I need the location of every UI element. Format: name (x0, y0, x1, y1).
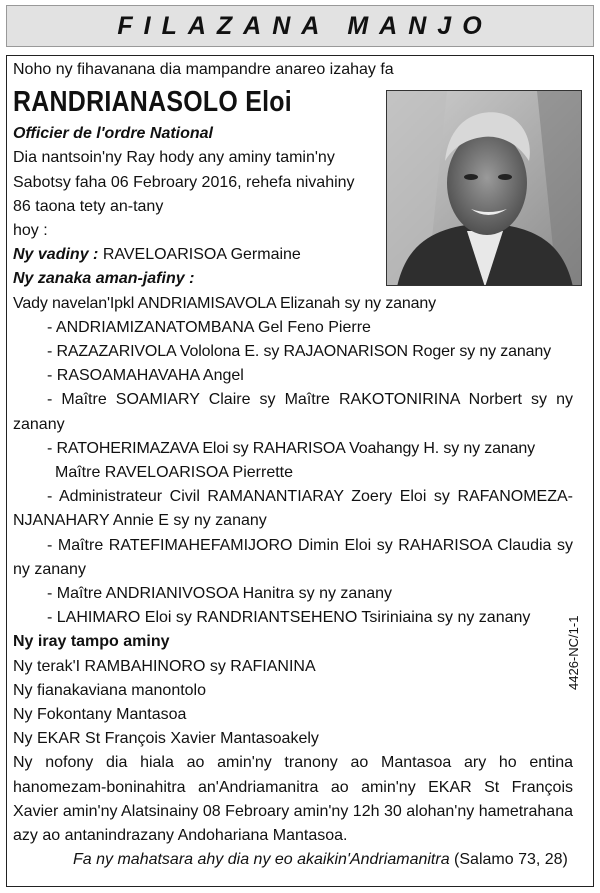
relatives-label: Ny iray tampo aminy (13, 633, 170, 651)
death-line: 86 taona tety an-tany (13, 197, 164, 215)
children-item: - LAHIMARO Eloi sy RANDRIANTSEHENO Tsiriniaina sy ny zanany (47, 609, 531, 627)
children-item: - Maître SOAMIARY Claire sy Maître RAKOTONIRINA Norbert sy ny zanany (13, 391, 573, 433)
reference-code: 4426-NC/1-1 (566, 615, 581, 690)
spouse-line (13, 243, 589, 267)
relatives-item: Ny terak'I RAMBAHINORO sy RAFIANINA (13, 657, 316, 675)
closing-ref: (Salamo 73, 28) (454, 851, 568, 869)
children-item: - RATOHERIMAZAVA Eloi sy RAHARISOA Voahangy H. sy ny zanany (47, 439, 535, 457)
deceased-title: Officier de l'ordre National (13, 125, 213, 143)
intro-text: Noho ny fihavanana dia mampandre anareo izahay fa (13, 61, 394, 78)
relatives-item: Ny fianakaviana manontolo (13, 681, 207, 699)
notice-body (13, 58, 589, 873)
children-item: Maître RAVELOARISOA Pierrette (55, 464, 294, 482)
children-item: - Administrateur Civil RAMANANTIARAY Zoery Eloi sy RAFANOMEZA-NJANAHARY Annie E sy ny zanany (13, 488, 573, 530)
deceased-name: RANDRIANASOLO Eloi (13, 86, 292, 119)
children-item: - Maître ANDRIANIVOSOA Hanitra sy ny zanany (47, 585, 393, 603)
children-item: - RASOAMAHAVAHA Angel (47, 367, 244, 385)
relatives-item: Ny EKAR St François Xavier Mantasoakely (13, 730, 319, 748)
header-banner (6, 5, 594, 47)
funeral-text: Ny nofony dia hiala ao amin'ny tranony ao Mantasoa ary ho entina hanomezam-boninahitra an'Andriamanitra ao amin'ny EKAR St François Xavier amin'ny Alatsinainy 08 Febroary amin'ny 12h 30 alohan'ny hametrahana azy ao antanindrazany Andohariana Mantasoa. (13, 754, 573, 845)
spouse-label: Ny vadiny : (13, 246, 99, 264)
death-line: Dia nantsoin'ny Ray hody any aminy tamin'ny (13, 149, 335, 167)
children-item: - ANDRIAMIZANATOMBANA Gel Feno Pierre (47, 318, 371, 336)
death-line: Sabotsy faha 06 Febroary 2016, rehefa nivahiny (13, 173, 355, 191)
closing-quote: Fa ny mahatsara ahy dia ny eo akaikin'Andriamanitra (73, 851, 450, 869)
relatives-item: Ny Fokontany Mantasoa (13, 706, 187, 724)
children-item: - Maître RATEFIMAHEFAMIJORO Dimin Eloi sy RAHARISOA Claudia sy ny zanany (13, 536, 573, 578)
death-line: hoy : (13, 222, 48, 240)
children-item: Vady navelan'Ipkl ANDRIAMISAVOLA Elizanah sy ny zanany (13, 294, 437, 312)
closing-line (13, 848, 589, 872)
header-title: FILAZANA MANJO (117, 11, 493, 40)
spouse-name: RAVELOARISOA Germaine (102, 246, 301, 264)
children-item: - RAZAZARIVOLA Vololona E. sy RAJAONARISON Roger sy ny zanany (47, 343, 551, 361)
children-label: Ny zanaka aman-jafiny : (13, 270, 195, 288)
